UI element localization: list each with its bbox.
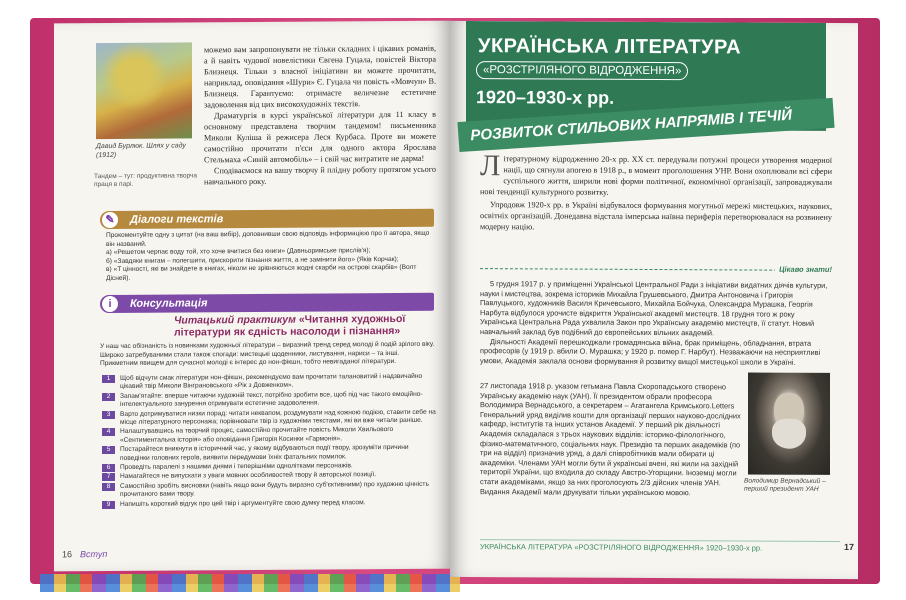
practicum-name: «Читання художньої літератури як єдність насолоди і пізнання» — [174, 312, 406, 339]
page-number: 17 — [843, 541, 854, 553]
list-item: 5 Постарайтеся вникнути в історичний час, у якому відбуваються події твору, зрозуміти причини поведінки головних героїв, виявити передумови їхніх фатальних помилок. — [100, 444, 436, 463]
fact-text — [480, 279, 832, 367]
right-page-footer — [480, 539, 854, 553]
section-band: РОЗВИТОК СТИЛЬОВИХ НАПРЯМІВ І ТЕЧІЙ — [457, 98, 834, 152]
consult-box — [100, 293, 434, 313]
practicum-title — [174, 313, 414, 339]
chapter-title-line1: УКРАЇНСЬКА ЛІТЕРАТУРА — [478, 35, 742, 59]
did-you-know-divider — [480, 264, 832, 279]
list-item: 8 Самостійно зробіть висновки (навіть якщо вони будуть виразно суб'єктивними) про художню цінність прочитаного вами твору. — [100, 481, 436, 500]
dialog-quote-c: в) «Т цінності, які ви знайдете в книгах, ніколи не зрівняються жодні скарби на острові скарбів» (Волт Дісней). — [106, 264, 417, 282]
dialog-title: Діалоги текстів — [130, 213, 224, 226]
running-title: УКРАЇНСЬКА ЛІТЕРАТУРА «РОЗСТРІЛЯНОГО ВІДРОДЖЕННЯ» 1920–1930-х рр. — [480, 542, 763, 553]
intro-paragraph: Драматургія в курсі української літератури для 11 класу в основному представлена творчим тандемом! письменника Миколи Куліша й режисера Леся Курбаса. Проте ви можете самостійно прочитати п'єси для одного актора Ярослава Стельмаха «Синій автомобіль» – і свій час витратите не дарма! — [204, 109, 436, 165]
intro-text — [480, 149, 832, 234]
portrait-beard — [772, 419, 806, 449]
painting-image — [96, 42, 192, 139]
did-you-know-label: Цікаво знати! — [775, 265, 832, 274]
page-number: 16 — [62, 549, 73, 560]
dialog-quote-b: б) «Завдяки книгам – полегшити, прискорити пізнання життя, а не замінити його» (Яків Корчак); — [106, 255, 399, 265]
left-page — [54, 21, 450, 572]
dialog-body — [100, 230, 434, 284]
consult-header — [100, 293, 434, 313]
drop-cap: Л — [480, 149, 501, 183]
dialog-box — [100, 209, 434, 284]
paragraph: Діяльності Академії перешкоджали громадянська війна, брак приміщень, обладнання, втрата професорів (у 1919 р. вбили О. Мурашка; у 1920 р. помер Г. Нарбут). Незважаючи на несприятливі умови, Академія заклала основи формування й розвитку вищої мистецької школи в Україні. — [480, 336, 821, 367]
list-item: 6 Проведіть паралелі з нашими днями і теперішніми однолітками персонажів. — [100, 462, 436, 473]
portrait-image — [748, 372, 830, 474]
intro-text — [204, 43, 436, 188]
cover-stripes — [40, 574, 460, 592]
chapter-title-line2: «РОЗСТРІЛЯНОГО ВІДРОДЖЕННЯ» — [476, 61, 688, 80]
list-item: 4 Налаштувавшись на творчий процес, самостійно прочитайте повість Миколи Хвильового «Сентиментальна історія» або оповідання Григорія Косинки «Гармонія». — [100, 426, 436, 445]
uan-text: 27 листопада 1918 р. указом гетьмана Павла Скоропадського створено Українську академію наук (УАН). Її президентом обрали професора Володимира Вернадського, а секретарем – Агатангела Кримського.Letters Генеральний уряд виділив кошти для організації перших науково-дослідних кафедр, інститутів та інших установ Академії. У перший рік діяльності Академія складалася з трьох наукових відділів: історико-філологічного, фізико-математичного, соціальних наук. Президію та перших академіків (по три на відділ) призначив уряд, а далі співробітників мали обирати ці академіки. Членами УАН могли бути й українські вчені, які жили на західній території України, що входила до складу Австро-Угорщини. Іноземці могли стати академіками, якщо за них проголосують 2/3 дійсних членів УАН. Видання Академії мали друкувати тільки українською мовою. — [480, 381, 741, 497]
dialog-header — [100, 209, 434, 229]
list-item: 2 Запам'ятайте: вперше читаючи художній текст, потрібно зробити все, щоб під час такого емоційно-інтелектуального занурення отримувати естетичне задоволення. — [100, 391, 436, 410]
painting-caption: Давид Бурлюк. Шлях у саду (1912) — [96, 142, 186, 159]
list-item: 1 Щоб відчути смак літератури нон-фікшн, рекомендуємо вам прочитати талановитий і надзвичайно цікавий твір Миколи Вінграновського «Рік з Довженком». — [100, 373, 436, 392]
section-label: Вступ — [80, 549, 108, 560]
steps-list — [100, 373, 436, 510]
paragraph: Упродовж 1920-х рр. в Україні відбувалося формування могутньої мережі мистецьких, наукових, освітніх організацій. Донедавна відстала імперська наївна периферія перетворювалася на розвинену модерну націю. — [480, 200, 832, 232]
practicum-intro: У наш час обізнаність із новинками художньої літератури – виразний тренд серед молоді й подій зрілого віку. Широко затребуваними стали також спогади: мистецькі щоденники, листування, нариси – та інші. Прикметним явищем для сучасної молоді є інтерес до нон-фікшн, тобто невигаданої літератури. — [100, 340, 435, 368]
dialog-quote-a: а) «Решетом черпає воду той, хто хоче вчитися без книги» (Давньоримське прислів'я); — [106, 247, 371, 257]
practicum-prefix: Читацький практикум — [174, 313, 296, 327]
intro-paragraph: Сподіваємося на вашу творчу й плідну роботу протягом усього навчального року. — [204, 164, 436, 187]
consult-title: Консультація — [130, 297, 208, 310]
chapter-title-line3: 1920–1930-х рр. — [476, 87, 615, 108]
intro-paragraph: можемо вам запропонувати не тільки складних і цікавих романів, а й навіть чудової новелістики Євгена Гуцала, повістей Віктора Близнеця. Тільки з власної ініціативи ви можете прочитати, наприклад, оповідання «Шури» Є. Гуцала чи повість «Мовчун» В. Близнеця. Гарантуємо: отримаєте величезне естетичне задоволення від цих високохудожніх текстів. — [204, 43, 436, 110]
paragraph: ітературному відродженню 20-х рр. ХХ ст. передували потужні процеси утворення модерної нації, що сягнули апогею в 1918 р., в момент проголошення УНР. Вони охоплювали всі сфери суспільного життя, ширили нові форми політичної, економічної організації, запроваджували нові тенденції культурного розвитку. — [480, 154, 832, 197]
dialog-task: Прокоментуйте одну з цитат (на ваш вибір), доповнивши свою відповідь інформацією про її автора, якщо він названий. — [106, 229, 430, 248]
info-icon: i — [102, 296, 118, 312]
list-item: 9 Напишіть короткий відгук про цей твір і аргументуйте свою думку перед класом. — [100, 498, 436, 509]
list-item: 7 Намагайтеся не випускати з уваги мовних особливостей твору й авторської позиції. — [100, 471, 436, 482]
portrait-caption: Володимир Вернадський – перший президент УАН — [744, 477, 826, 493]
paragraph: 5 грудня 1917 р. у приміщенні Української Центральної Ради з ініціативи видатних діячів культури, науки і мистецтва, зокрема істориків Михайла Грушевського, Дмитра Антоновича і Григорія Павлуцького, художників Василя Кричевського, Михайла Бойчука, Олександра Мурашка, Георгія Нарбута відбулося урочисте відкриття Української академії мистецтв. 18 грудня того ж року Українська Центральна Рада ухвалила Закон про Українську академію мистецтв, її статут. Новий навчальний заклад був подібний до європейських вільних академій. — [480, 279, 828, 338]
book-icon: ✎ — [102, 212, 118, 228]
left-page-footer — [62, 549, 107, 559]
tandem-note: Тандем – тут: продуктивна творча праця в парі. — [94, 172, 197, 189]
list-item: 3 Варто дотримуватися низки порад: читати неквапом, роздумувати над кожною подією, ставити себе на місце літературного персонажа; порівнювати твір із художніми текстами, які ви вже читали раніше. — [100, 408, 436, 427]
right-page — [450, 21, 858, 579]
